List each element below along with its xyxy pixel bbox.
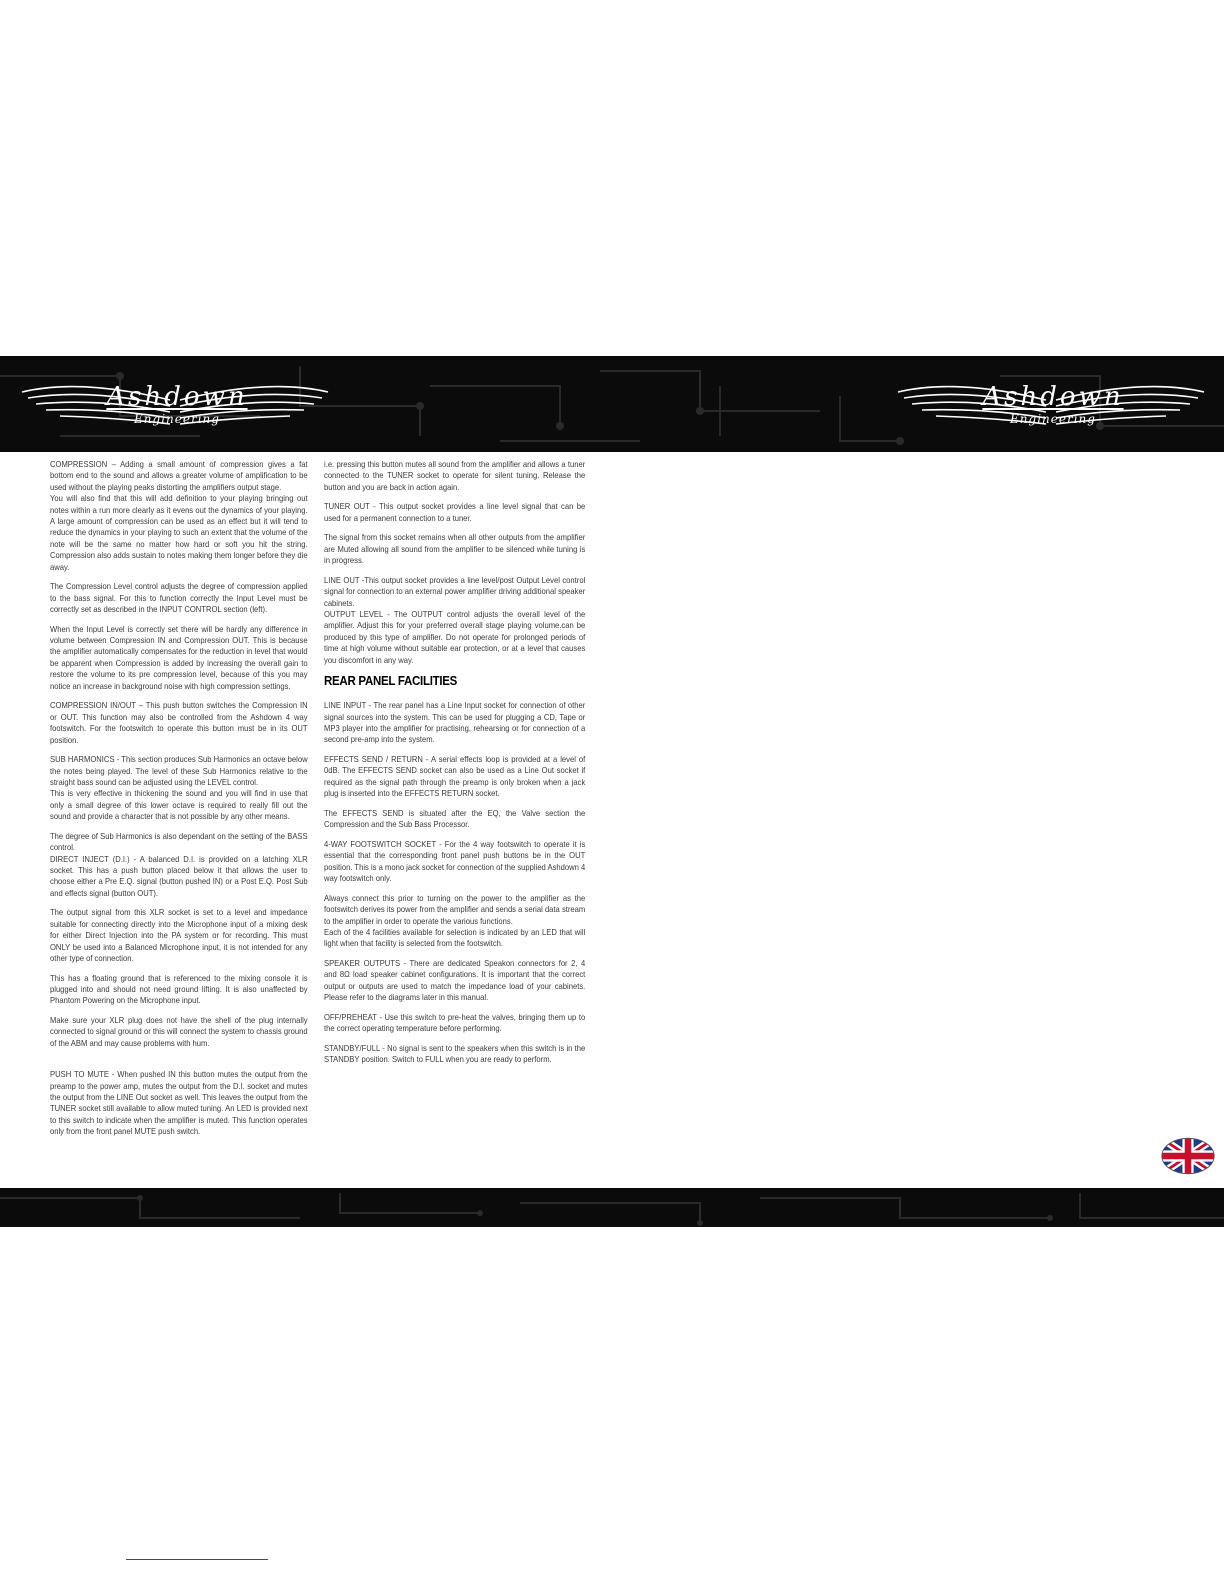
circuit-board-pattern: [0, 1188, 1224, 1227]
paragraph-compression-level: The Compression Level control adjusts the degree of compression applied to the bass signal. For this to function correctly the Input Level must be correctly set as described in the INPUT CONTROL section (left).: [50, 581, 308, 615]
paragraph-compression-in-out: COMPRESSION IN/OUT – This push button switches the Compression IN or OUT. This function may also be controlled from the Ashdown 4 way footswitch. For the footswitch to operate this button must be in its OUT position.: [50, 700, 308, 745]
paragraph-tuner-signal: The signal from this socket remains when all other outputs from the amplifier are Muted allowing all sound from the amplifier to be silenced while tuning is in progress.: [324, 532, 586, 566]
ashdown-logo-left: [20, 378, 330, 435]
paragraph-push-to-mute: PUSH TO MUTE - When pushed IN this button mutes the output from the preamp to the power amp, mutes the output from the D.I. socket and mutes the output from the LINE Out socket as well. This leaves the output from the TUNER socket still available to allow muted tuning. An LED is provided next to this switch to indicate when the amplifier is muted. This function operates only from the front panel MUTE push switch.: [50, 1069, 308, 1137]
link-underline: [126, 1559, 268, 1560]
header-band: [0, 356, 1224, 452]
paragraph-footswitch-socket: 4-WAY FOOTSWITCH SOCKET - For the 4 way footswitch to operate it is essential that the corresponding front panel push buttons be in the OUT position. This is a mono jack socket for connection of the supplied Ashdown 4 way footswitch only.: [324, 838, 586, 884]
logo-wordmark: Ashdown: [982, 382, 1124, 412]
logo-subtitle: Engineering: [134, 412, 220, 426]
paragraph-line-input: LINE INPUT - The rear panel has a Line Input socket for connection of other signal sources into the system. This can be used for plugging a CD, Tape or MP3 player into the amplifier for practising, rehearsing or for connection of a second pre-amp into the system.: [324, 700, 586, 745]
ashdown-logo-right: [896, 378, 1206, 435]
manual-spread: [0, 356, 1224, 1227]
text-column-left: [50, 459, 308, 1146]
section-heading-rear-panel: REAR PANEL FACILITIES: [324, 674, 458, 689]
paragraph-mute-continued: i.e. pressing this button mutes all sound from the amplifier and allows a tuner connected to the TUNER socket to operate for silent tuning. Release the button and you are back in action again.: [324, 459, 586, 492]
paragraph-footswitch-power: Always connect this prior to turning on the power to the amplifier as the footswitch derives its power from the amplifier and sends a serial data stream to the amplifier in order to operate the various functions. Each of the 4 facilities available for selection is indicated by an LED that will light when that facility is selected from the footswitch.: [324, 892, 586, 949]
paragraph-compression: COMPRESSION – Adding a small amount of compression gives a fat bottom end to the sound and allows a greater volume of amplification to be used without the playing peaks distorting the amplifiers output stage. You will also find that this will add definition to your playing bringing out notes within a run more clearly as it evens out the dynamics of your playing. A large amount of compression can be used as an effect but it will tend to reduce the dynamics in your playing to such an extent that the volume of the note will be the same no matter how hard or soft you hit the string. Compression also adds sustain to notes making them longer before they die away.: [50, 459, 308, 572]
paragraph-effects-send-position: The EFFECTS SEND is situated after the EQ, the Valve section the Compression and the Sub Bass Processor.: [324, 807, 586, 830]
union-jack-flag-icon: [1160, 1136, 1216, 1181]
paragraph-off-preheat: OFF/PREHEAT - Use this switch to pre-heat the valves, bringing them up to the correct operating temperature before performing.: [324, 1011, 586, 1034]
logo-wordmark: Ashdown: [106, 382, 248, 412]
paragraph-line-out: LINE OUT -This output socket provides a line level/post Output Level control signal for connection to an external power amplifier driving additional speaker cabinets. OUTPUT LEVEL - The OUTPUT control adjusts the overall level of the amplifier. Adjust this for your preferred overall stage playing volume.can be produced by this type of amplifier. Do not operate for prolonged periods of time at high volume without suitable ear protection, or at a level that causes you discomfort in any way.: [324, 574, 586, 665]
paragraph-floating-ground: This has a floating ground that is referenced to the mixing console it is plugged into and should not need ground lifting. It is also unaffected by Phantom Powering on the Microphone input.: [50, 972, 308, 1006]
paragraph-sub-harmonics: SUB HARMONICS - This section produces Sub Harmonics an octave below the notes being played. The level of these Sub Harmonics relative to the straight bass sound can be adjusted using the LEVEL control. This is very effective in thickening the sound and you will find in use that only a small degree of this lower octave is required to really fill out the sound and provide a character that is not possible by any other means.: [50, 754, 308, 822]
paragraph-tuner-out: TUNER OUT - This output socket provides a line level signal that can be used for a permanent connection to a tuner.: [324, 501, 586, 523]
paragraph-input-level: When the Input Level is correctly set there will be hardly any difference in volume between Compression IN and Compression OUT. This is because the amplifier automatically compensates for the reduction in level that would be apparent when Compression is added by increasing the overall gain to restore the volume to its pre compression level, because of this you may notice an increase in background noise with high compression settings.: [50, 623, 308, 691]
paragraph-xlr-plug: Make sure your XLR plug does not have the shell of the plug internally connected to signal ground or this will connect the system to chassis ground of the ABM and may cause problems with hum.: [50, 1014, 308, 1048]
paragraph-xlr-output: The output signal from this XLR socket is set to a level and impedance suitable for connecting directly into the Microphone input of a mixing desk for either Direct Injection into the PA system or for recording. This must ONLY be used into a Balanced Microphone input, it is not intended for any other type of connection.: [50, 907, 308, 963]
text-column-right: [324, 459, 585, 1074]
paragraph-direct-inject: The degree of Sub Harmonics is also dependant on the setting of the BASS control. DIRECT INJECT (D.I.) - A balanced D.I. is provided on a latching XLR socket. This has a push button placed below it that allows the user to choose either a Pre E.Q. signal (button pushed IN) or a Post E.Q. Post Sub and effects signal (button OUT).: [50, 830, 308, 898]
paragraph-effects-send-return: EFFECTS SEND / RETURN - A serial effects loop is provided at a level of 0dB. The EFFECTS SEND socket can also be used as a Line Out socket if required as the signal path through the preamp is only broken when a jack plug is inserted into the EFFECTS RETURN socket.: [324, 754, 586, 799]
paragraph-speaker-outputs: SPEAKER OUTPUTS - There are dedicated Speakon connectors for 2, 4 and 8Ω load speaker cabinet configurations. It is important that the correct output or outputs are used to match the impedance load of your cabinets. Please refer to the diagrams later in this manual.: [324, 957, 586, 1003]
paragraph-standby-full: STANDBY/FULL - No signal is sent to the speakers when this switch is in the STANDBY position. Switch to FULL when you are ready to perform.: [324, 1042, 586, 1065]
footer-band: [0, 1188, 1224, 1227]
logo-subtitle: Engineering: [1010, 412, 1096, 426]
